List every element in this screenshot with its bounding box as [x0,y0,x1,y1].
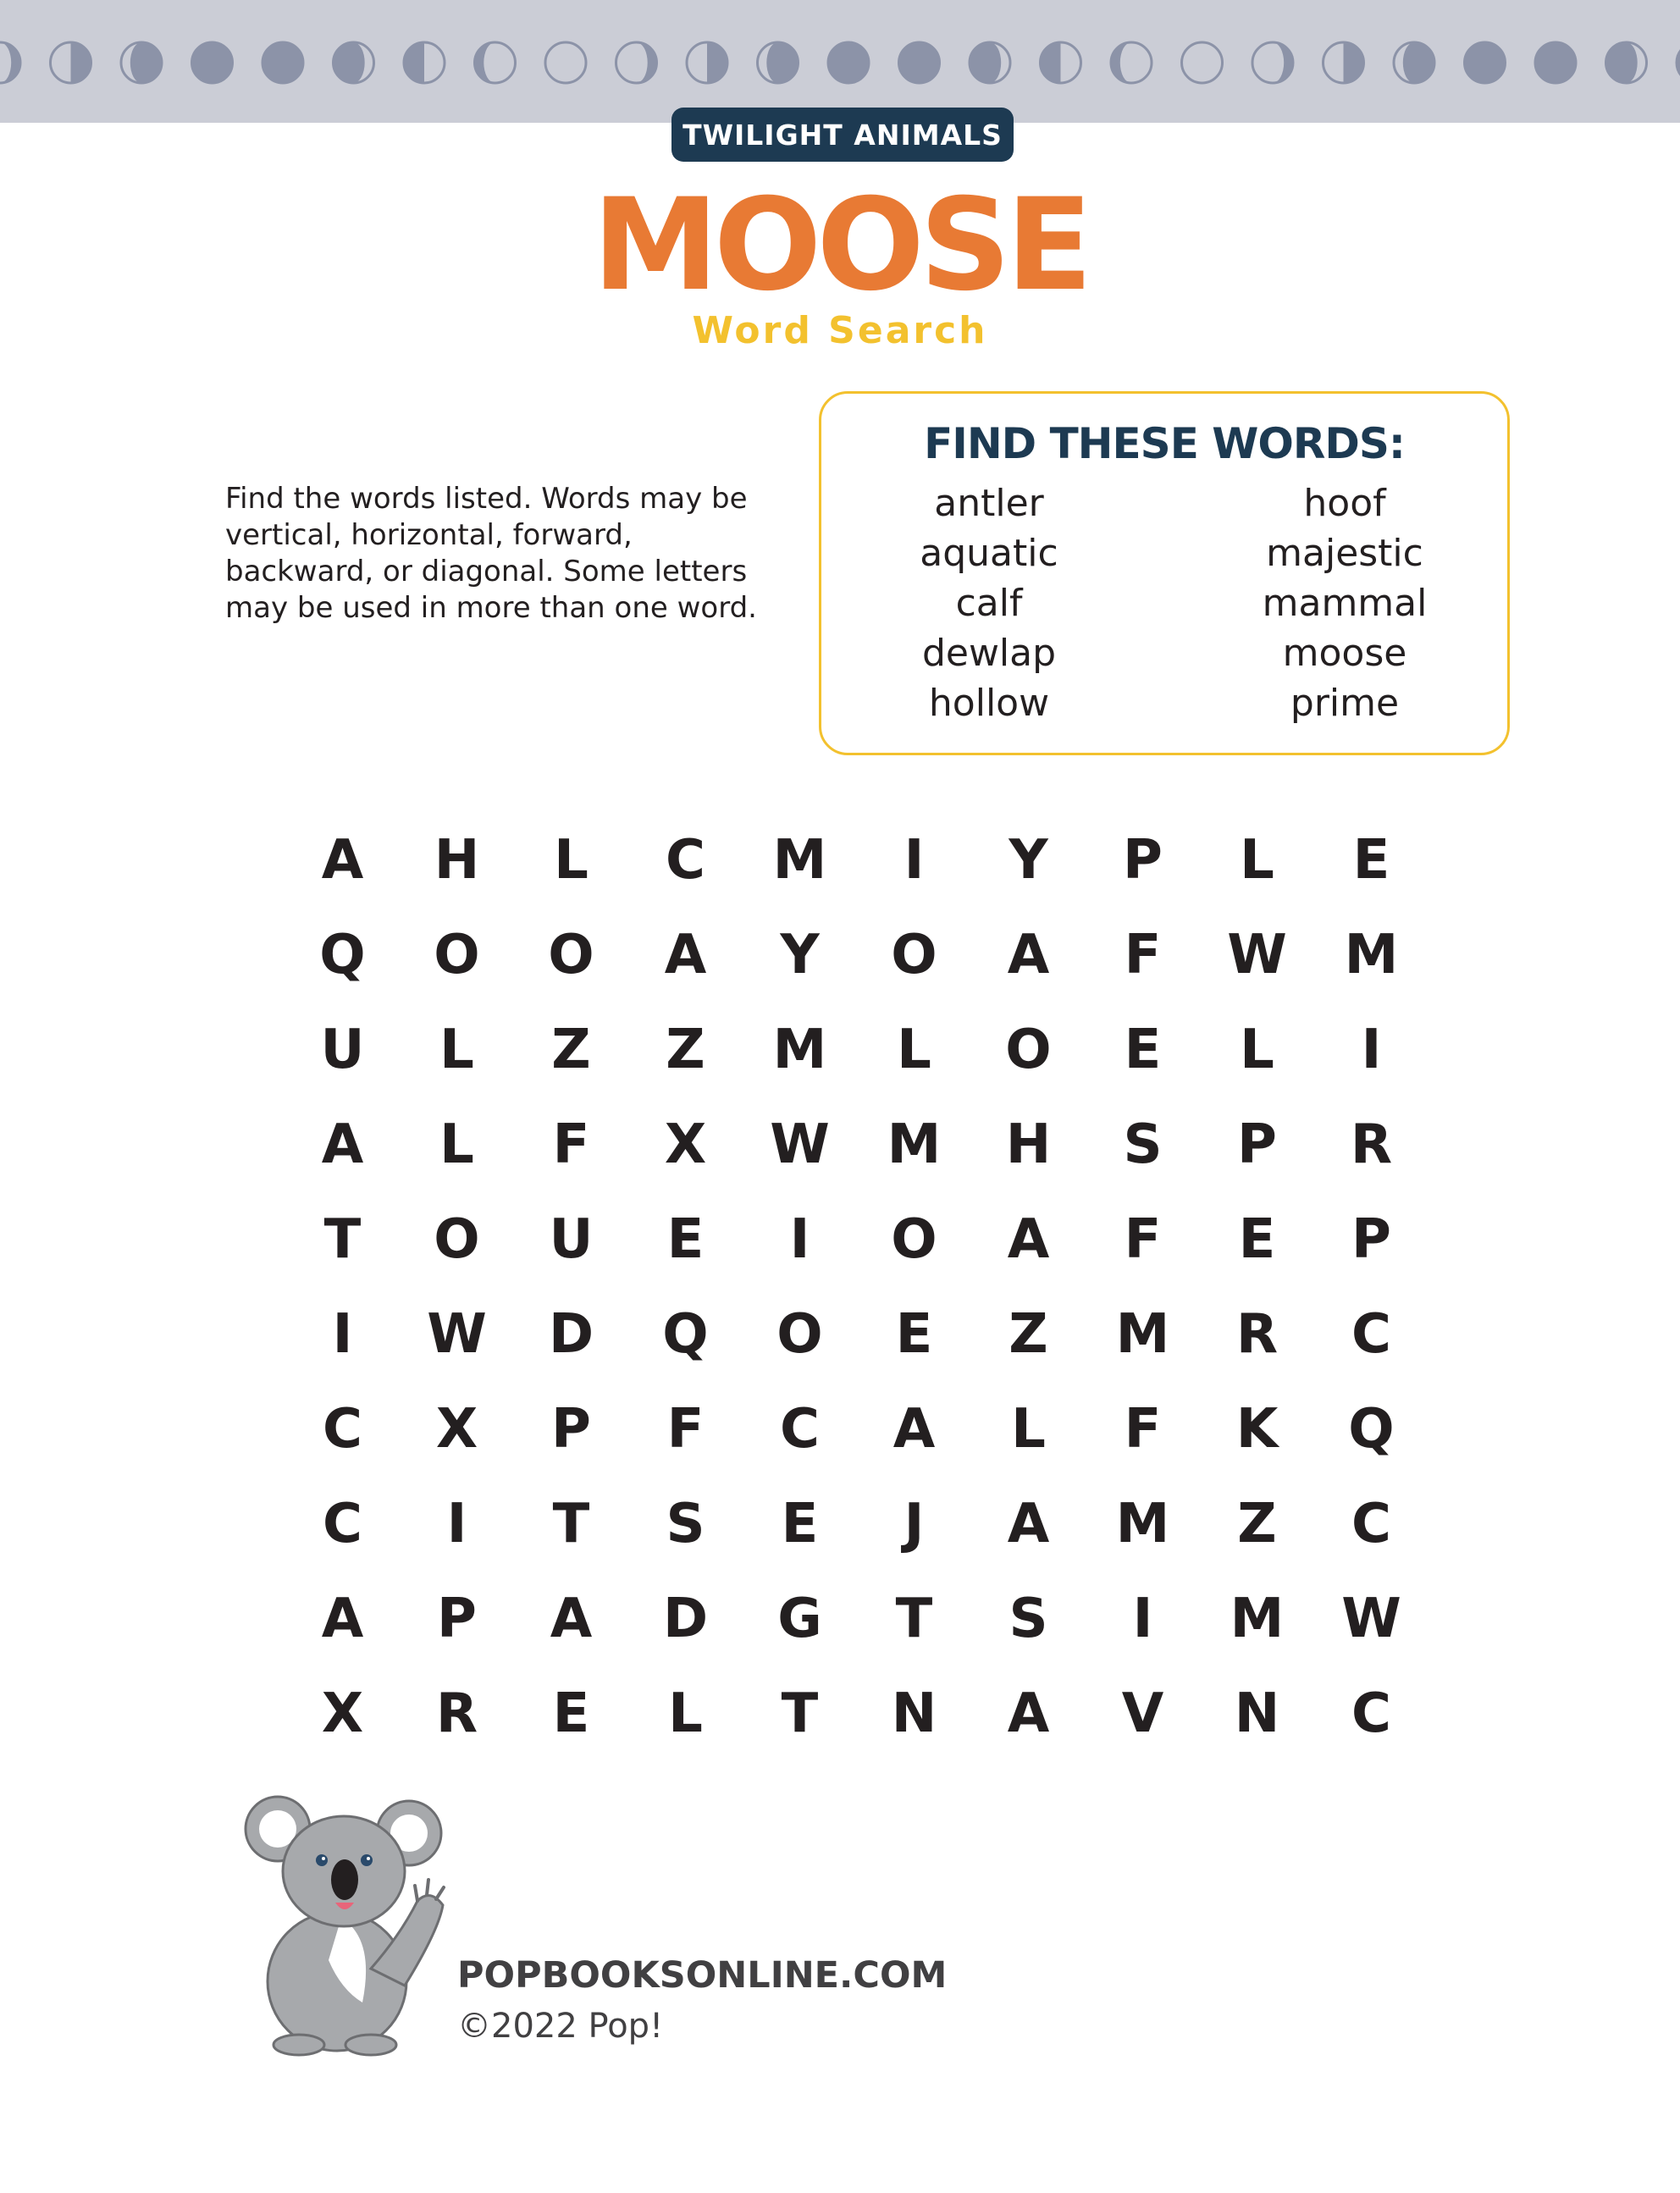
grid-letter: O [434,924,480,986]
grid-letter: I [332,1303,353,1366]
grid-letter: Y [780,924,820,986]
grid-letter: U [320,1019,365,1081]
grid-letter: T [323,1208,362,1271]
word-item: mammal [1262,582,1428,625]
word-item: moose [1282,632,1407,675]
grid-letter: L [554,829,589,892]
grid-letter: P [551,1398,591,1461]
grid-letter: C [666,829,705,892]
grid-letter: M [887,1113,942,1176]
word-item: prime [1290,682,1400,725]
word-list-right-column [1201,478,1489,728]
grid-letter: E [666,1208,705,1271]
grid-letter: N [891,1682,937,1745]
grid-letter: W [427,1303,487,1366]
grid-letter: U [549,1208,594,1271]
grid-letter: I [1361,1019,1382,1081]
grid-letter: A [1007,1682,1050,1745]
grid-letter: N [1234,1682,1280,1745]
grid-letter: I [1132,1588,1153,1650]
grid-letter: C [1351,1493,1391,1555]
grid-letter: S [1123,1113,1163,1176]
grid-letter: W [1227,924,1287,986]
grid-letter: M [1344,924,1399,986]
grid-letter: O [434,1208,480,1271]
word-list-left-column [845,478,1133,728]
grid-letter: A [550,1588,593,1650]
grid-letter: L [1240,1019,1274,1081]
grid-letter: P [437,1588,477,1650]
grid-letter: M [1115,1303,1170,1366]
word-list-title: FIND THESE WORDS: [924,419,1405,468]
grid-letter: E [895,1303,933,1366]
grid-letter: X [435,1398,478,1461]
grid-letter: W [770,1113,830,1176]
grid-letter: X [664,1113,707,1176]
grid-letter: L [439,1019,474,1081]
grid-letter: L [1011,1398,1046,1461]
grid-letter: O [1005,1019,1052,1081]
grid-letter: A [1007,924,1050,986]
grid-letter: F [1124,1208,1162,1271]
word-item: dewlap [921,632,1057,675]
grid-letter: R [435,1682,478,1745]
grid-letter: C [1351,1303,1391,1366]
grid-letter: Q [1348,1398,1395,1461]
grid-letter: A [892,1398,936,1461]
word-list-box [819,391,1510,755]
grid-letter: T [895,1588,933,1650]
grid-letter: M [772,1019,827,1081]
grid-letter: D [662,1588,709,1650]
grid-letter: O [891,1208,937,1271]
grid-letter: A [1007,1208,1050,1271]
grid-letter: X [321,1682,364,1745]
word-item: hoof [1303,482,1386,525]
grid-letter: F [666,1398,705,1461]
grid-letter: F [552,1113,590,1176]
grid-letter: P [1351,1208,1391,1271]
word-item: hollow [928,682,1050,725]
copyright-text: ©2022 Pop! [457,2007,664,2046]
grid-letter: S [1009,1588,1048,1650]
grid-letter: I [789,1208,810,1271]
word-item: calf [955,582,1023,625]
grid-letter: C [323,1398,362,1461]
grid-letter: L [897,1019,931,1081]
grid-letter: H [1005,1113,1052,1176]
grid-letter: T [781,1682,819,1745]
grid-letter: L [668,1682,703,1745]
page-title: MOOSE [592,172,1088,319]
grid-letter: Q [319,924,366,986]
grid-letter: F [1124,924,1162,986]
grid-letter: C [1351,1682,1391,1745]
moon-phase-icons [0,0,1680,123]
grid-letter: M [1115,1493,1170,1555]
grid-letter: Z [551,1019,591,1081]
grid-letter: D [548,1303,594,1366]
grid-letter: E [1124,1019,1162,1081]
grid-letter: M [1230,1588,1285,1650]
grid-letter: E [781,1493,819,1555]
grid-letter: Y [1009,829,1048,892]
grid-letter: J [904,1493,925,1555]
word-item: antler [934,482,1044,525]
grid-letter: L [1240,829,1274,892]
grid-letter: O [891,924,937,986]
grid-letter: Q [662,1303,709,1366]
grid-letter: Z [666,1019,705,1081]
grid-letter: E [552,1682,590,1745]
grid-letter: C [323,1493,362,1555]
grid-letter: A [321,1113,364,1176]
grid-letter: H [434,829,480,892]
grid-letter: S [666,1493,705,1555]
page-subtitle: Word Search [692,309,988,352]
instructions-text: Find the words listed. Words may be vertical, horizontal, forward, backward, or diagonal. Some letters may be used in more than one word. [225,482,757,625]
grid-letter: A [1007,1493,1050,1555]
grid-letter: M [772,829,827,892]
grid-letter: E [1238,1208,1276,1271]
koala-icon [235,1791,464,2062]
grid-letter: A [664,924,707,986]
grid-letter: W [1341,1588,1401,1650]
moon-phase-banner [0,0,1680,123]
grid-letter: G [777,1588,822,1650]
grid-letter: C [780,1398,820,1461]
grid-letter: I [446,1493,467,1555]
grid-letter: L [439,1113,474,1176]
word-item: aquatic [920,532,1058,575]
grid-letter: P [1123,829,1163,892]
grid-letter: P [1237,1113,1277,1176]
grid-letter: O [548,924,594,986]
grid-letter: A [321,829,364,892]
grid-letter: Z [1237,1493,1277,1555]
grid-letter: K [1235,1398,1279,1461]
grid-letter: I [904,829,925,892]
grid-letter: V [1121,1682,1164,1745]
grid-letter: F [1124,1398,1162,1461]
grid-letter: T [552,1493,590,1555]
grid-letter: R [1350,1113,1393,1176]
grid-letter: A [321,1588,364,1650]
word-item: majestic [1266,532,1423,575]
grid-letter: O [776,1303,823,1366]
grid-letter: Z [1009,1303,1048,1366]
website-url: POPBOOKSONLINE.COM [457,1954,948,1997]
letter-grid [285,813,1429,1761]
category-badge: TWILIGHT ANIMALS [671,108,1014,162]
grid-letter: R [1235,1303,1279,1366]
grid-letter: E [1352,829,1390,892]
